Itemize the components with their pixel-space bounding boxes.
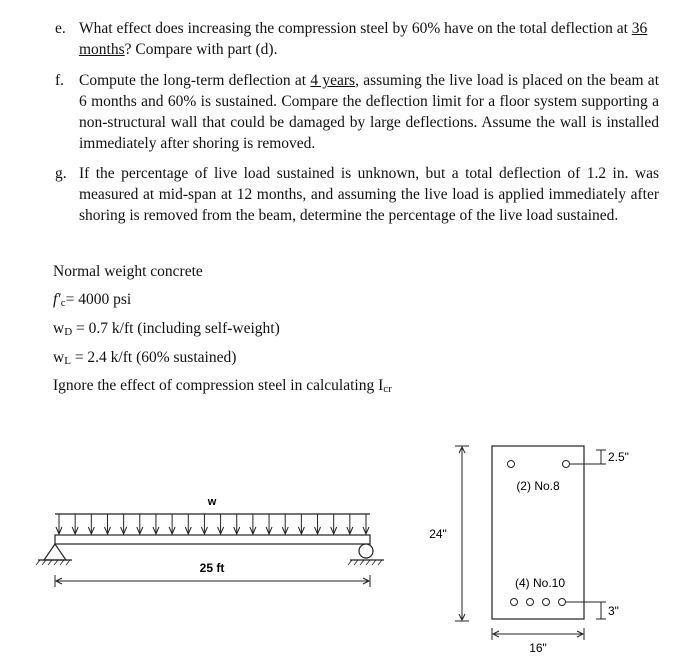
height-label: 24" — [429, 527, 447, 541]
underlined-text: months — [79, 41, 125, 58]
question-text-segment: If the percentage of live load sustained is unknown, but a total deflection of 1.2 in. was measured at mid-span at 12 months, and assuming the live load is applied immediately after shoring is removed from the beam, determine the percentage of the live load sustained. — [79, 165, 659, 224]
question-text-segment: What effect does increasing the compression steel by 60% have on the total deflection at — [79, 20, 632, 37]
beam-section-outline — [492, 446, 584, 619]
concrete-type: Normal weight concrete — [53, 263, 203, 280]
height-dimension — [455, 446, 469, 621]
bottom-bar — [543, 599, 550, 606]
width-label: 16" — [529, 641, 547, 655]
bottom-cover-label: 3" — [608, 604, 619, 618]
bottom-bar — [511, 599, 518, 606]
bottom-bar — [527, 599, 534, 606]
underlined-text: 4 years — [310, 72, 356, 89]
fc-symbol: f′ — [53, 291, 61, 308]
wd-value: = 0.7 k/ft (including self-weight) — [72, 320, 280, 337]
question-letter: e. — [55, 20, 66, 37]
beam-diagram — [36, 496, 384, 587]
span-dimension — [55, 575, 370, 587]
top-bars-label: (2) No.8 — [516, 479, 560, 493]
load-label: w — [207, 496, 217, 508]
wl-value: = 2.4 k/ft (60% sustained) — [70, 349, 237, 366]
question-text-segment: Compute the long-term deflection at — [79, 72, 311, 89]
bottom-cover-dimension — [596, 602, 606, 619]
question-text-segment: , assuming the live load is placed on the beam at 6 months and 60% is sustained. Compare the deflection limit for a floor system supporting a non-structural wall that could be damaged by large deflections. Assume the wall is installed immediately after shoring is removed. — [79, 72, 659, 152]
question-letter: g. — [55, 165, 67, 182]
top-bar — [508, 461, 515, 468]
fc-subscript: c — [60, 297, 66, 309]
top-bar — [563, 461, 570, 468]
wd-symbol: w — [53, 320, 65, 337]
ignore-text: Ignore the effect of compression steel in calculating I — [53, 377, 384, 394]
question-text-segment: ? Compare with part (d). — [124, 41, 278, 58]
wl-subscript: L — [64, 355, 71, 367]
roller-support — [348, 544, 384, 565]
beam-member — [55, 535, 370, 544]
top-cover-dimension — [596, 450, 606, 464]
section-diagram — [429, 446, 629, 655]
bottom-bars-label: (4) No.10 — [514, 576, 566, 590]
pin-support — [36, 544, 72, 565]
top-cover-label: 2.5" — [608, 450, 629, 464]
bottom-bar — [559, 599, 566, 606]
underlined-text: 36 — [631, 20, 648, 37]
wl-symbol: w — [53, 349, 65, 366]
wd-subscript: D — [64, 326, 73, 338]
question-letter: f. — [55, 72, 65, 89]
distributed-load-arrows — [56, 514, 369, 534]
width-dimension — [492, 628, 584, 640]
icr-subscript: cr — [383, 383, 392, 395]
fc-value: = 4000 psi — [65, 291, 132, 308]
span-label: 25 ft — [199, 561, 225, 575]
